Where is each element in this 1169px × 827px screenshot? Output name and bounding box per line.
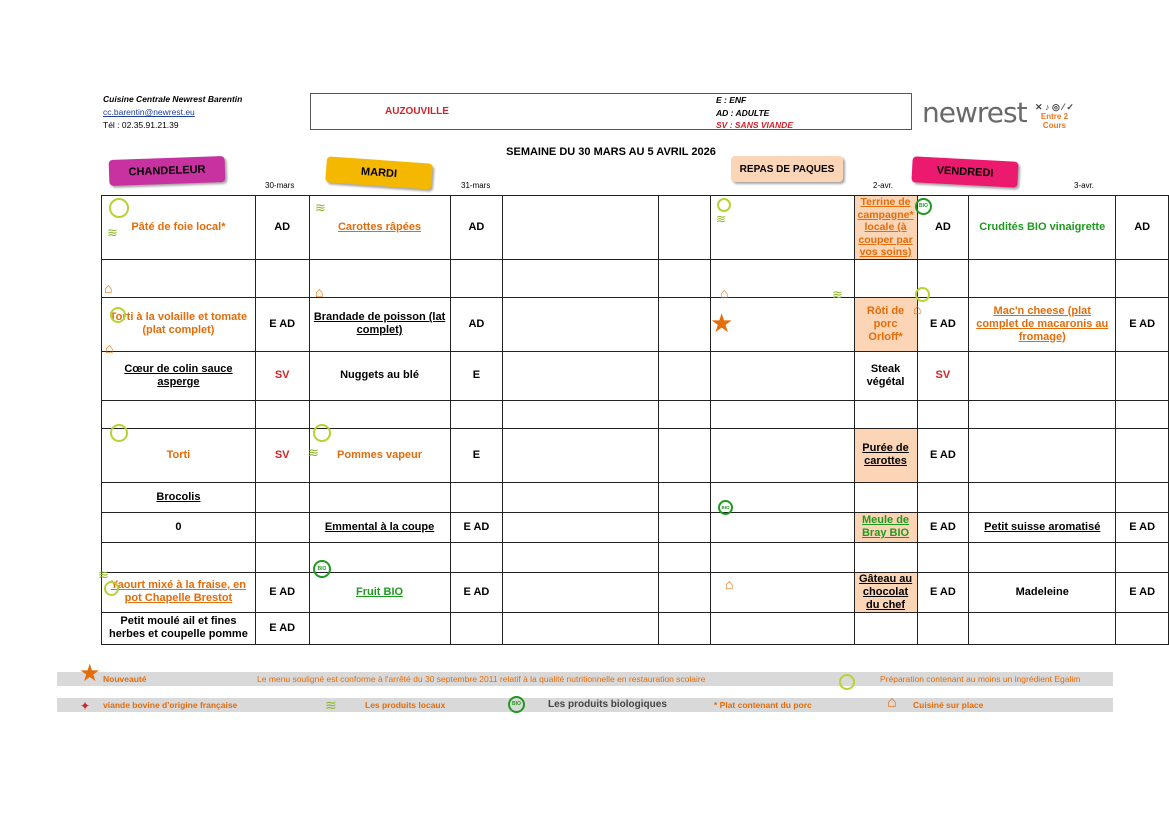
code: E AD [1116, 297, 1169, 351]
code: E AD [450, 512, 503, 542]
code: SV [917, 351, 969, 400]
newrest-logo: newrest [922, 96, 1027, 129]
dish: Brandade de poisson (lat complet) [309, 297, 450, 351]
table-row [102, 572, 1169, 612]
code: E AD [255, 297, 309, 351]
bio-icon: BIO [718, 500, 733, 515]
dish: Purée de carottes [854, 428, 917, 482]
day-date-3: 2-avr. [873, 181, 894, 190]
code: E [450, 351, 503, 400]
site-name: AUZOUVILLE [385, 106, 449, 117]
phone: Tél : 02.35.91.21.39 [103, 120, 179, 130]
local-label: Les produits locaux [365, 700, 446, 710]
dish: Mac'n cheese (plat complet de macaronis au fromage) [969, 297, 1116, 351]
code: E AD [917, 572, 969, 612]
star-icon: ★ [79, 660, 101, 687]
menu-table [101, 195, 1169, 645]
local-icon: ≋ [315, 200, 326, 215]
local-icon: ≋ [716, 212, 727, 226]
house-icon: ⌂ [104, 280, 113, 296]
onsite-label: Cuisiné sur place [913, 700, 984, 710]
table-row [102, 400, 1169, 428]
email-link[interactable]: cc.barentin@newrest.eu [103, 107, 195, 117]
dish: Crudités BIO vinaigrette [969, 196, 1116, 260]
conform-label: Le menu souligné est conforme à l'arrêté du 30 septembre 2011 relatif à la qualité nutritionnelle en restauration scolaire [257, 674, 706, 684]
dish: Fruit BIO [309, 572, 450, 612]
code [255, 512, 309, 542]
table-row [102, 351, 1169, 400]
house-icon: ⌂ [913, 301, 922, 317]
dish [969, 351, 1116, 400]
day-date-4: 3-avr. [1074, 181, 1095, 190]
bio-icon: BIO [313, 560, 331, 578]
egalim-label: Préparation contenant au moins un ingrédient Egalim [880, 674, 1081, 684]
day-tag-2: MARDI [325, 156, 433, 189]
entre2cours-logo: ✕ ♪ ◎ ⁄ ✓ Entre 2 Cours [1035, 102, 1074, 130]
dish: Steak végétal [854, 351, 917, 400]
bio-label: Les produits biologiques [548, 699, 667, 710]
dish [969, 428, 1116, 482]
house-icon: ⌂ [105, 340, 114, 356]
dish: Pommes vapeur [309, 428, 450, 482]
leaf-icon [109, 198, 129, 218]
leaf-icon [839, 674, 855, 690]
beef-label: viande bovine d'origine française [103, 700, 238, 710]
code [1116, 428, 1169, 482]
day-tag-4: VENDREDI [911, 156, 1018, 188]
dish: Nuggets au blé [309, 351, 450, 400]
house-icon: ⌂ [315, 284, 324, 300]
leaf-icon [104, 581, 119, 596]
leaf-icon [110, 424, 128, 442]
table-row [102, 512, 1169, 542]
bio-icon: BIO [915, 198, 932, 215]
pork-label: * Plat contenant du porc [714, 700, 812, 710]
dish: Pâté de foie local* [102, 196, 256, 260]
local-icon: ≋ [107, 225, 118, 240]
table-row [102, 196, 1169, 260]
code: E AD [917, 512, 969, 542]
code: E AD [1116, 512, 1169, 542]
week-title: SEMAINE DU 30 MARS AU 5 AVRIL 2026 [506, 146, 716, 158]
code: AD [1116, 196, 1169, 260]
footer-legend-2 [57, 698, 1113, 712]
code: SV [255, 351, 309, 400]
code: E AD [450, 572, 503, 612]
new-label: Nouveauté [103, 674, 147, 684]
legend-ad: AD : ADULTE [716, 107, 770, 118]
code [1116, 351, 1169, 400]
code: E [450, 428, 503, 482]
local-icon: ≋ [832, 287, 843, 302]
code: E AD [917, 297, 969, 351]
kitchen-name: Cuisine Centrale Newrest Barentin [103, 94, 243, 104]
beef-icon: ✦ [80, 699, 91, 713]
dish: Meule de Bray BIO [854, 512, 917, 542]
code: AD [450, 297, 503, 351]
table-row [102, 482, 1169, 512]
local-icon: ≋ [308, 445, 319, 460]
leaf-icon [110, 307, 126, 323]
dish: 0 [102, 512, 256, 542]
code: E AD [1116, 572, 1169, 612]
code: AD [450, 196, 503, 260]
table-row [102, 297, 1169, 351]
code: E AD [255, 612, 309, 644]
star-icon: ★ [710, 308, 734, 338]
dish: Terrine de campagne* locale (à couper par vos soins) [854, 196, 917, 260]
site-box [310, 93, 912, 130]
dish: Cœur de colin sauce asperge [102, 351, 256, 400]
local-icon: ≋ [325, 697, 337, 713]
local-icon: ≋ [98, 567, 109, 582]
code: E AD [917, 428, 969, 482]
legend-sv: SV : SANS VIANDE [716, 120, 793, 130]
table-row [102, 259, 1169, 297]
table-row [102, 612, 1169, 644]
bio-icon: BIO [508, 696, 525, 713]
dish: Carottes râpées [309, 196, 450, 260]
leaf-icon [915, 287, 930, 302]
dish: Yaourt mixé à la fraise, en pot Chapelle Brestot [102, 572, 256, 612]
house-icon: ⌂ [720, 285, 729, 301]
leaf-icon [313, 424, 331, 442]
code: SV [255, 428, 309, 482]
dish: Gâteau au chocolat du chef [854, 572, 917, 612]
legend-e: E : ENF [716, 95, 747, 105]
house-icon: ⌂ [725, 576, 734, 592]
table-row [102, 542, 1169, 572]
footer-legend-1 [57, 672, 1113, 686]
day-date-2: 31-mars [461, 181, 491, 190]
house-icon: ⌂ [887, 694, 897, 711]
kitchen-info [103, 93, 242, 132]
day-date-1: 30-mars [265, 181, 295, 190]
code: E AD [255, 572, 309, 612]
dish: Madeleine [969, 572, 1116, 612]
code: AD [917, 196, 969, 260]
dish: Torti à la volaille et tomate (plat complet) [102, 297, 256, 351]
code-legend [716, 94, 793, 132]
dish: Torti [102, 428, 256, 482]
day-tag-1: CHANDELEUR [109, 156, 226, 186]
dish: Petit moulé ail et fines herbes et coupelle pomme [102, 612, 256, 644]
table-row [102, 428, 1169, 482]
day-tag-3: REPAS DE PAQUES [731, 156, 843, 182]
dish: Brocolis [102, 482, 256, 512]
leaf-icon [717, 198, 731, 212]
code: AD [255, 196, 309, 260]
dish: Petit suisse aromatisé [969, 512, 1116, 542]
dish: Emmental à la coupe [309, 512, 450, 542]
dish: Rôti de porc Orloff* [854, 297, 917, 351]
